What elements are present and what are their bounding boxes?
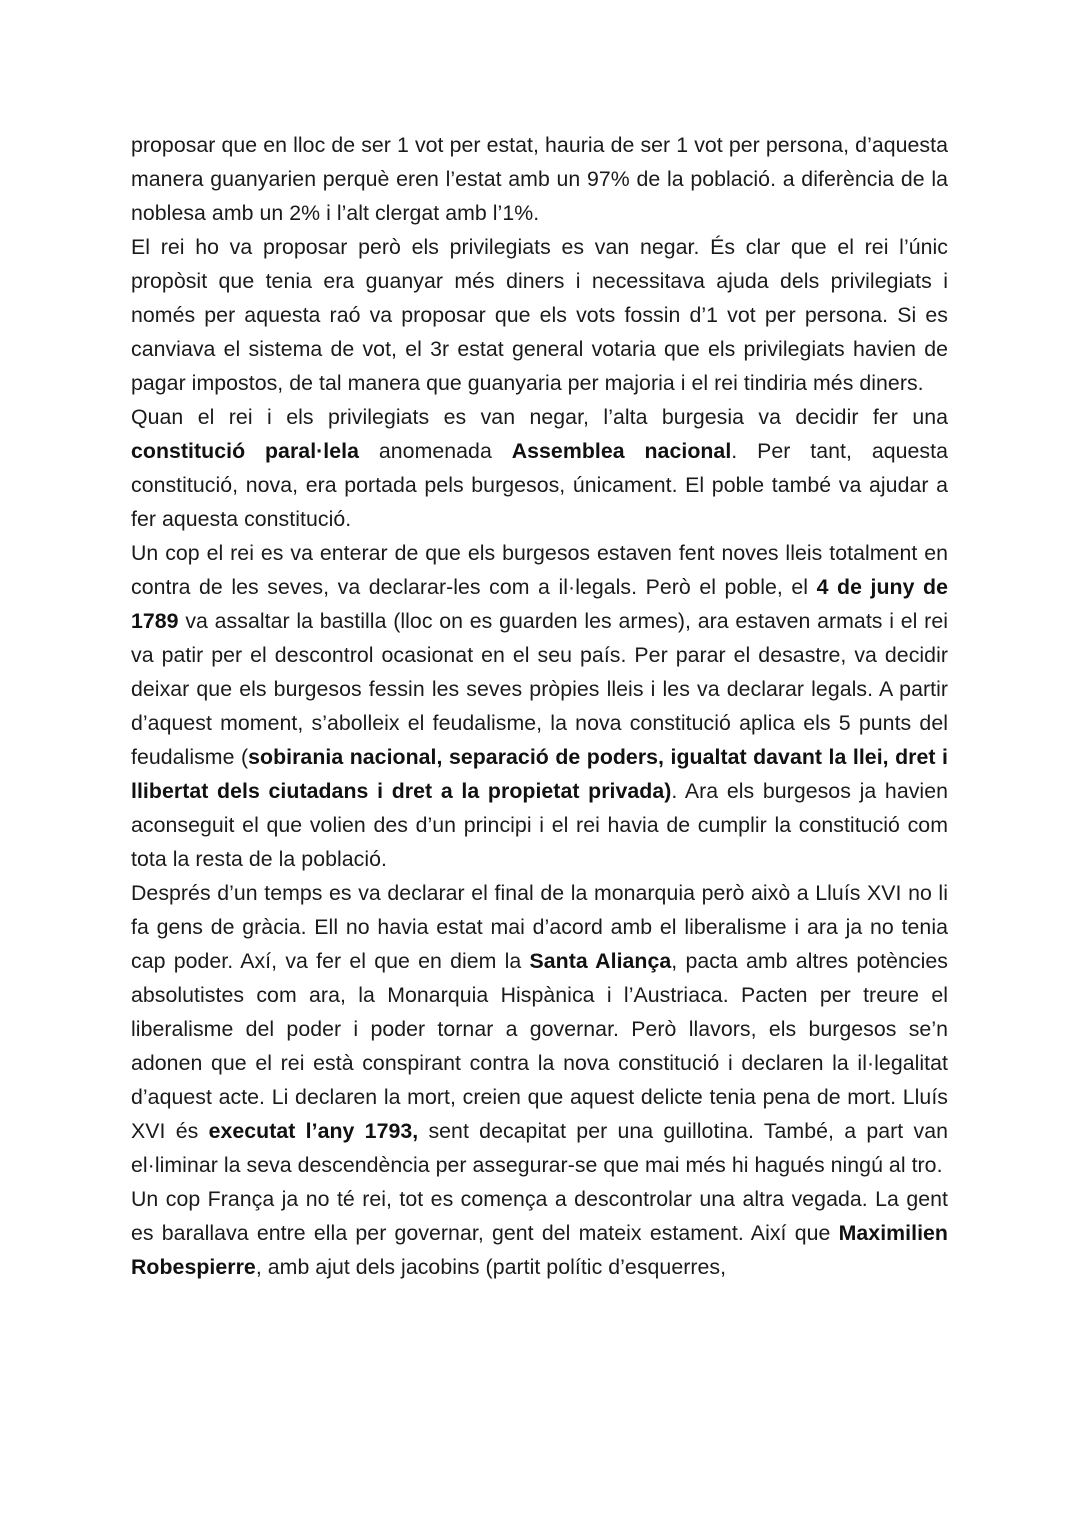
paragraph-robespierre [131,1182,948,1284]
paragraph-national-assembly [131,400,948,536]
document-page [131,128,948,1284]
text-run: Un cop França ja no té rei, tot es comença a descontrolar una altra vegada. La gent es barallava entre ella per governar, gent del mateix estament. Així que [131,1187,948,1245]
text-run: Quan el rei i els privilegiats es van negar, l’alta burgesia va decidir fer una [131,405,948,429]
text-run: , pacta amb altres potències absolutistes com ara, la Monarquia Hispànica i l’Austriaca. Pacten per treure el liberalisme del poder i poder tornar a governar. Però llavors, els burgesos se’n adonen que el rei està conspirant contra la nova constitució i declaren la il·legalitat d’aquest acte. Li declaren la mort, creien que aquest delicte tenia pena de mort. Lluís XVI és [131,949,948,1143]
text-run: va assaltar la bastilla (lloc on es guarden les armes), ara estaven armats i el rei va patir per el descontrol ocasionat en el seu país. Per parar el desastre, va decidir deixar que els burgesos fessin les seves pròpies lleis i les va declarar legals. A partir d’aquest moment, s’abolleix el feudalisme, la nova constitució aplica els 5 punts del feudalisme ( [131,609,948,769]
bold-date: 4 de juny de 1789 [131,575,948,633]
text-run: . Ara els burgesos ja havien aconseguit el que volien des d’un principi i el rei havia de cumplir la constitució com tota la resta de la població. [131,779,948,871]
bold-term: Maximilien Robespierre [131,1221,948,1279]
paragraph-privileged-refusal [131,230,948,400]
text-run: El rei ho va proposar però els privilegiats es van negar. És clar que el rei l’únic propòsit que tenia era guanyar més diners i necessitava ajuda dels privilegiats i només per aquesta raó va proposar que els vots fossin d’1 vot per persona. Si es canviava el sistema de vot, el 3r estat general votaria que els privilegiats havien de pagar impostos, de tal manera que guanyaria per majoria i el rei tindiria més diners. [131,235,948,395]
bold-date: executat l’any 1793, [208,1119,419,1143]
paragraph-bastille [131,536,948,876]
bold-term: Santa Aliança [529,949,672,973]
text-run: . Per tant, aquesta constitució, nova, era portada pels burgesos, únicament. El poble també va ajudar a fer aquesta constitució. [131,439,948,531]
text-run: sent decapitat per una guillotina. També, a part van el·liminar la seva descendència per assegurar-se que mai més hi hagués ningú al tro. [131,1119,948,1177]
text-run: , amb ajut dels jacobins (partit polític d’esquerres, [255,1255,727,1279]
bold-term: constitució paral·lela [131,439,360,463]
paragraph-vote-proposal [131,128,948,230]
bold-term: Assemblea nacional [511,439,732,463]
text-run: Després d’un temps es va declarar el final de la monarquia però això a Lluís XVI no li fa gens de gràcia. Ell no havia estat mai d’acord amb el liberalisme i ara ja no tenia cap poder. Axí, va fer el que en diem la [131,881,948,973]
text-run: Un cop el rei es va enterar de que els burgesos estaven fent noves lleis totalment en contra de les seves, va declarar-les com a il·legals. Però el poble, el [131,541,948,599]
bold-term: sobirania nacional, separació de poders, igualtat davant la llei, dret i llibertat dels ciutadans i dret a la propietat privada) [131,745,948,803]
text-run: anomenada [359,439,512,463]
text-run: proposar que en lloc de ser 1 vot per estat, hauria de ser 1 vot per persona, d’aquesta manera guanyarien perquè eren l’estat amb un 97% de la població. a diferència de la noblesa amb un 2% i l’alt clergat amb l’1%. [131,133,948,225]
paragraph-end-of-monarchy [131,876,948,1182]
